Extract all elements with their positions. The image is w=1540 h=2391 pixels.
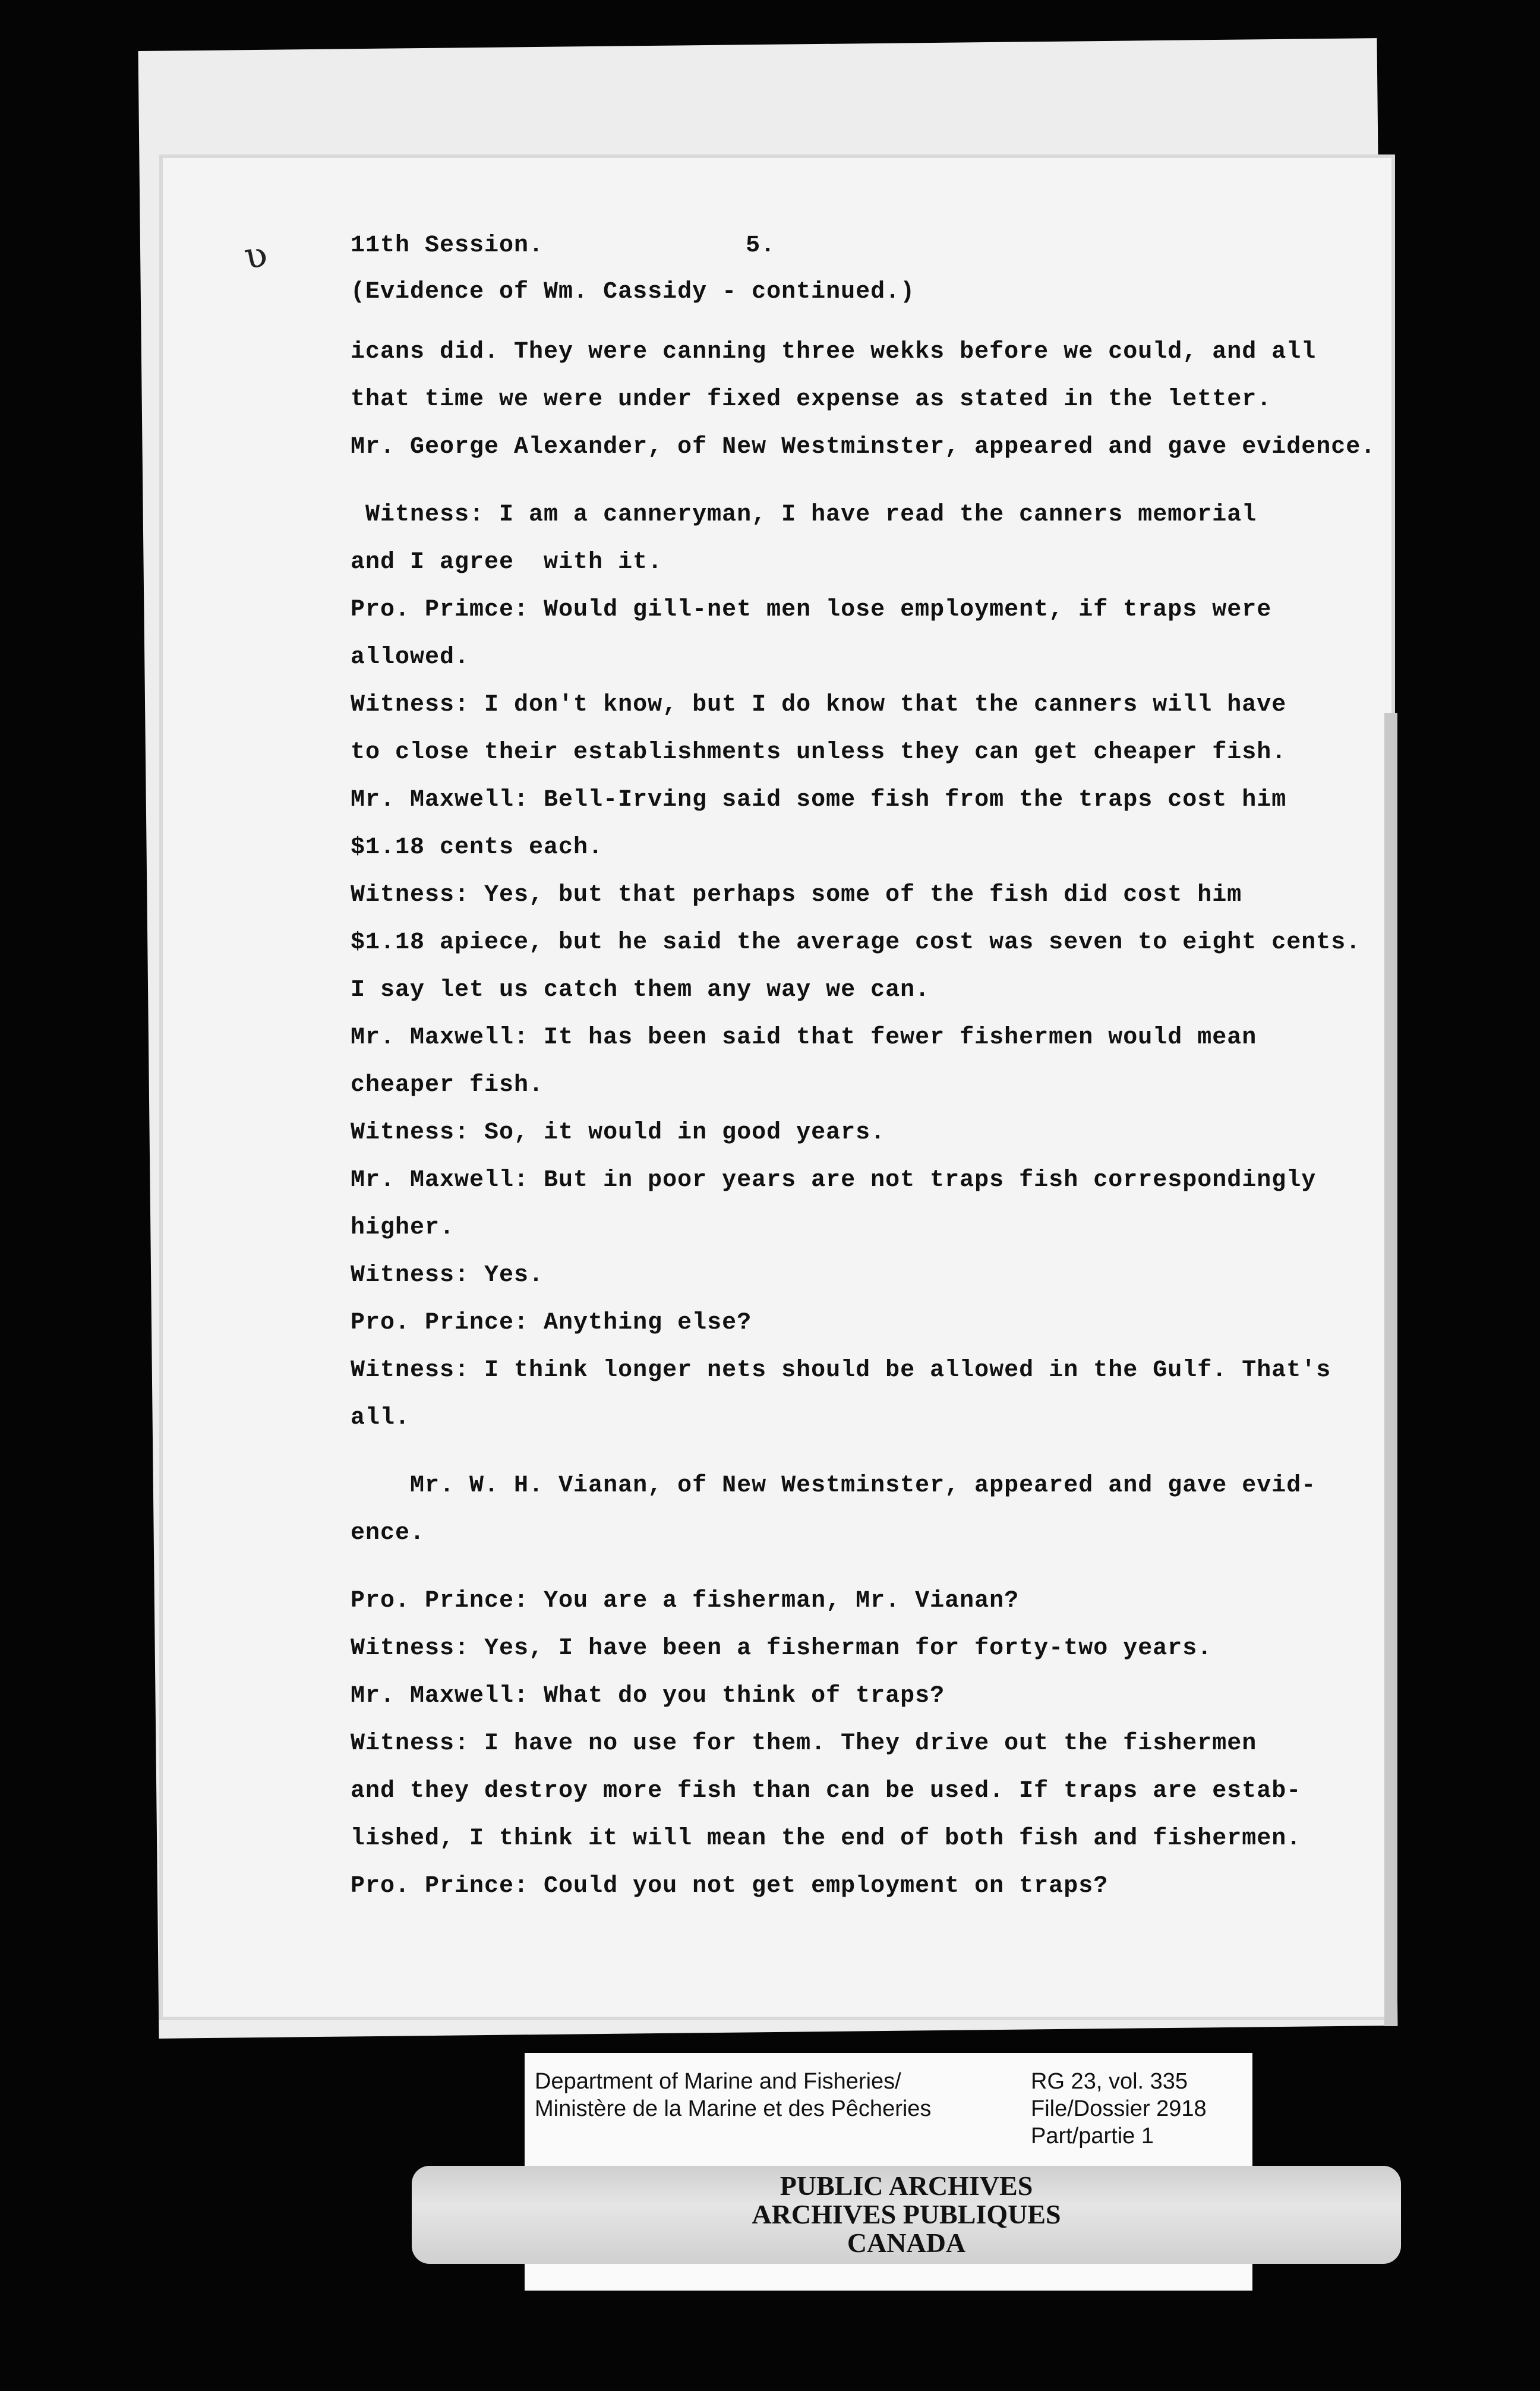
part-number: Part/partie 1 [1031, 2124, 1154, 2149]
archives-stamp [412, 2172, 1401, 2257]
text-line: Mr. Maxwell: What do you think of traps? [351, 1683, 945, 1709]
text-line: icans did. They were canning three wekks before we could, and all [351, 339, 1317, 365]
page-number: 5. [746, 232, 776, 259]
text-line: Mr. George Alexander, of New Westminster, appeared and gave evidence. [351, 434, 1376, 460]
text-line: Mr. Maxwell: But in poor years are not traps fish correspondingly [351, 1167, 1317, 1194]
department-english: Department of Marine and Fisheries/ [535, 2069, 901, 2094]
archives-stamp-line-2: ARCHIVES PUBLIQUES [752, 2199, 1061, 2229]
spacer [351, 1557, 1337, 1578]
text-line: ence. [351, 1520, 425, 1547]
spacer [351, 1442, 1337, 1462]
handwritten-mark: ʋ [240, 231, 272, 279]
typed-transcript [351, 223, 1376, 1910]
text-line: Mr. Maxwell: Bell-Irving said some fish from the traps cost him [351, 787, 1287, 813]
archives-stamp-line-1: PUBLIC ARCHIVES [780, 2171, 1033, 2201]
text-line: all. [351, 1405, 411, 1431]
text-line: cheaper fish. [351, 1072, 544, 1099]
text-line: I say let us catch them any way we can. [351, 977, 930, 1004]
text-line: lished, I think it will mean the end of both fish and fishermen. [351, 1825, 1302, 1852]
text-line: Pro. Prince: Could you not get employment on traps? [351, 1873, 1109, 1900]
text-line: Witness: I think longer nets should be allowed in the Gulf. That's [351, 1357, 1331, 1384]
session-title: 11th Session. [351, 232, 544, 259]
text-line: allowed. [351, 644, 470, 671]
text-line: Mr. W. H. Vianan, of New Westminster, appeared and gave evid- [351, 1472, 1317, 1499]
text-line: Witness: Yes, I have been a fisherman for forty-two years. [351, 1635, 1213, 1662]
spacer [351, 471, 1337, 491]
text-line: Witness: I don't know, but I do know that the canners will have [351, 692, 1287, 718]
text-line: higher. [351, 1215, 455, 1241]
text-line: and I agree with it. [351, 549, 663, 576]
text-line: Mr. Maxwell: It has been said that fewer fishermen would mean [351, 1024, 1257, 1051]
session-header [351, 223, 1337, 269]
department-french: Ministère de la Marine et des Pêcheries [535, 2096, 932, 2121]
reference-label [1031, 2068, 1207, 2150]
record-group: RG 23, vol. 335 [1031, 2069, 1188, 2094]
department-label [535, 2068, 931, 2122]
page-edge [1384, 713, 1397, 2026]
text-line: and they destroy more fish than can be used. If traps are estab- [351, 1778, 1302, 1805]
text-line: Witness: I have no use for them. They drive out the fishermen [351, 1730, 1257, 1757]
archives-stamp-line-3: CANADA [847, 2228, 966, 2258]
text-line: Witness: So, it would in good years. [351, 1119, 886, 1146]
text-line: Pro. Primce: Would gill-net men lose employment, if traps were [351, 597, 1272, 623]
text-line: Pro. Prince: You are a fisherman, Mr. Vianan? [351, 1588, 1020, 1614]
text-line: Witness: Yes, but that perhaps some of the fish did cost him [351, 882, 1242, 909]
text-line: $1.18 cents each. [351, 834, 604, 861]
text-line: Witness: Yes. [351, 1262, 544, 1289]
continuation-note: (Evidence of Wm. Cassidy - continued.) [351, 279, 916, 305]
text-line: Witness: I am a canneryman, I have read the canners memorial [351, 501, 1257, 528]
file-number: File/Dossier 2918 [1031, 2096, 1207, 2121]
text-line: Pro. Prince: Anything else? [351, 1310, 752, 1336]
text-line: that time we were under fixed expense as stated in the letter. [351, 386, 1272, 413]
text-line: $1.18 apiece, but he said the average cost was seven to eight cents. [351, 929, 1361, 956]
text-line: to close their establishments unless they can get cheaper fish. [351, 739, 1287, 766]
